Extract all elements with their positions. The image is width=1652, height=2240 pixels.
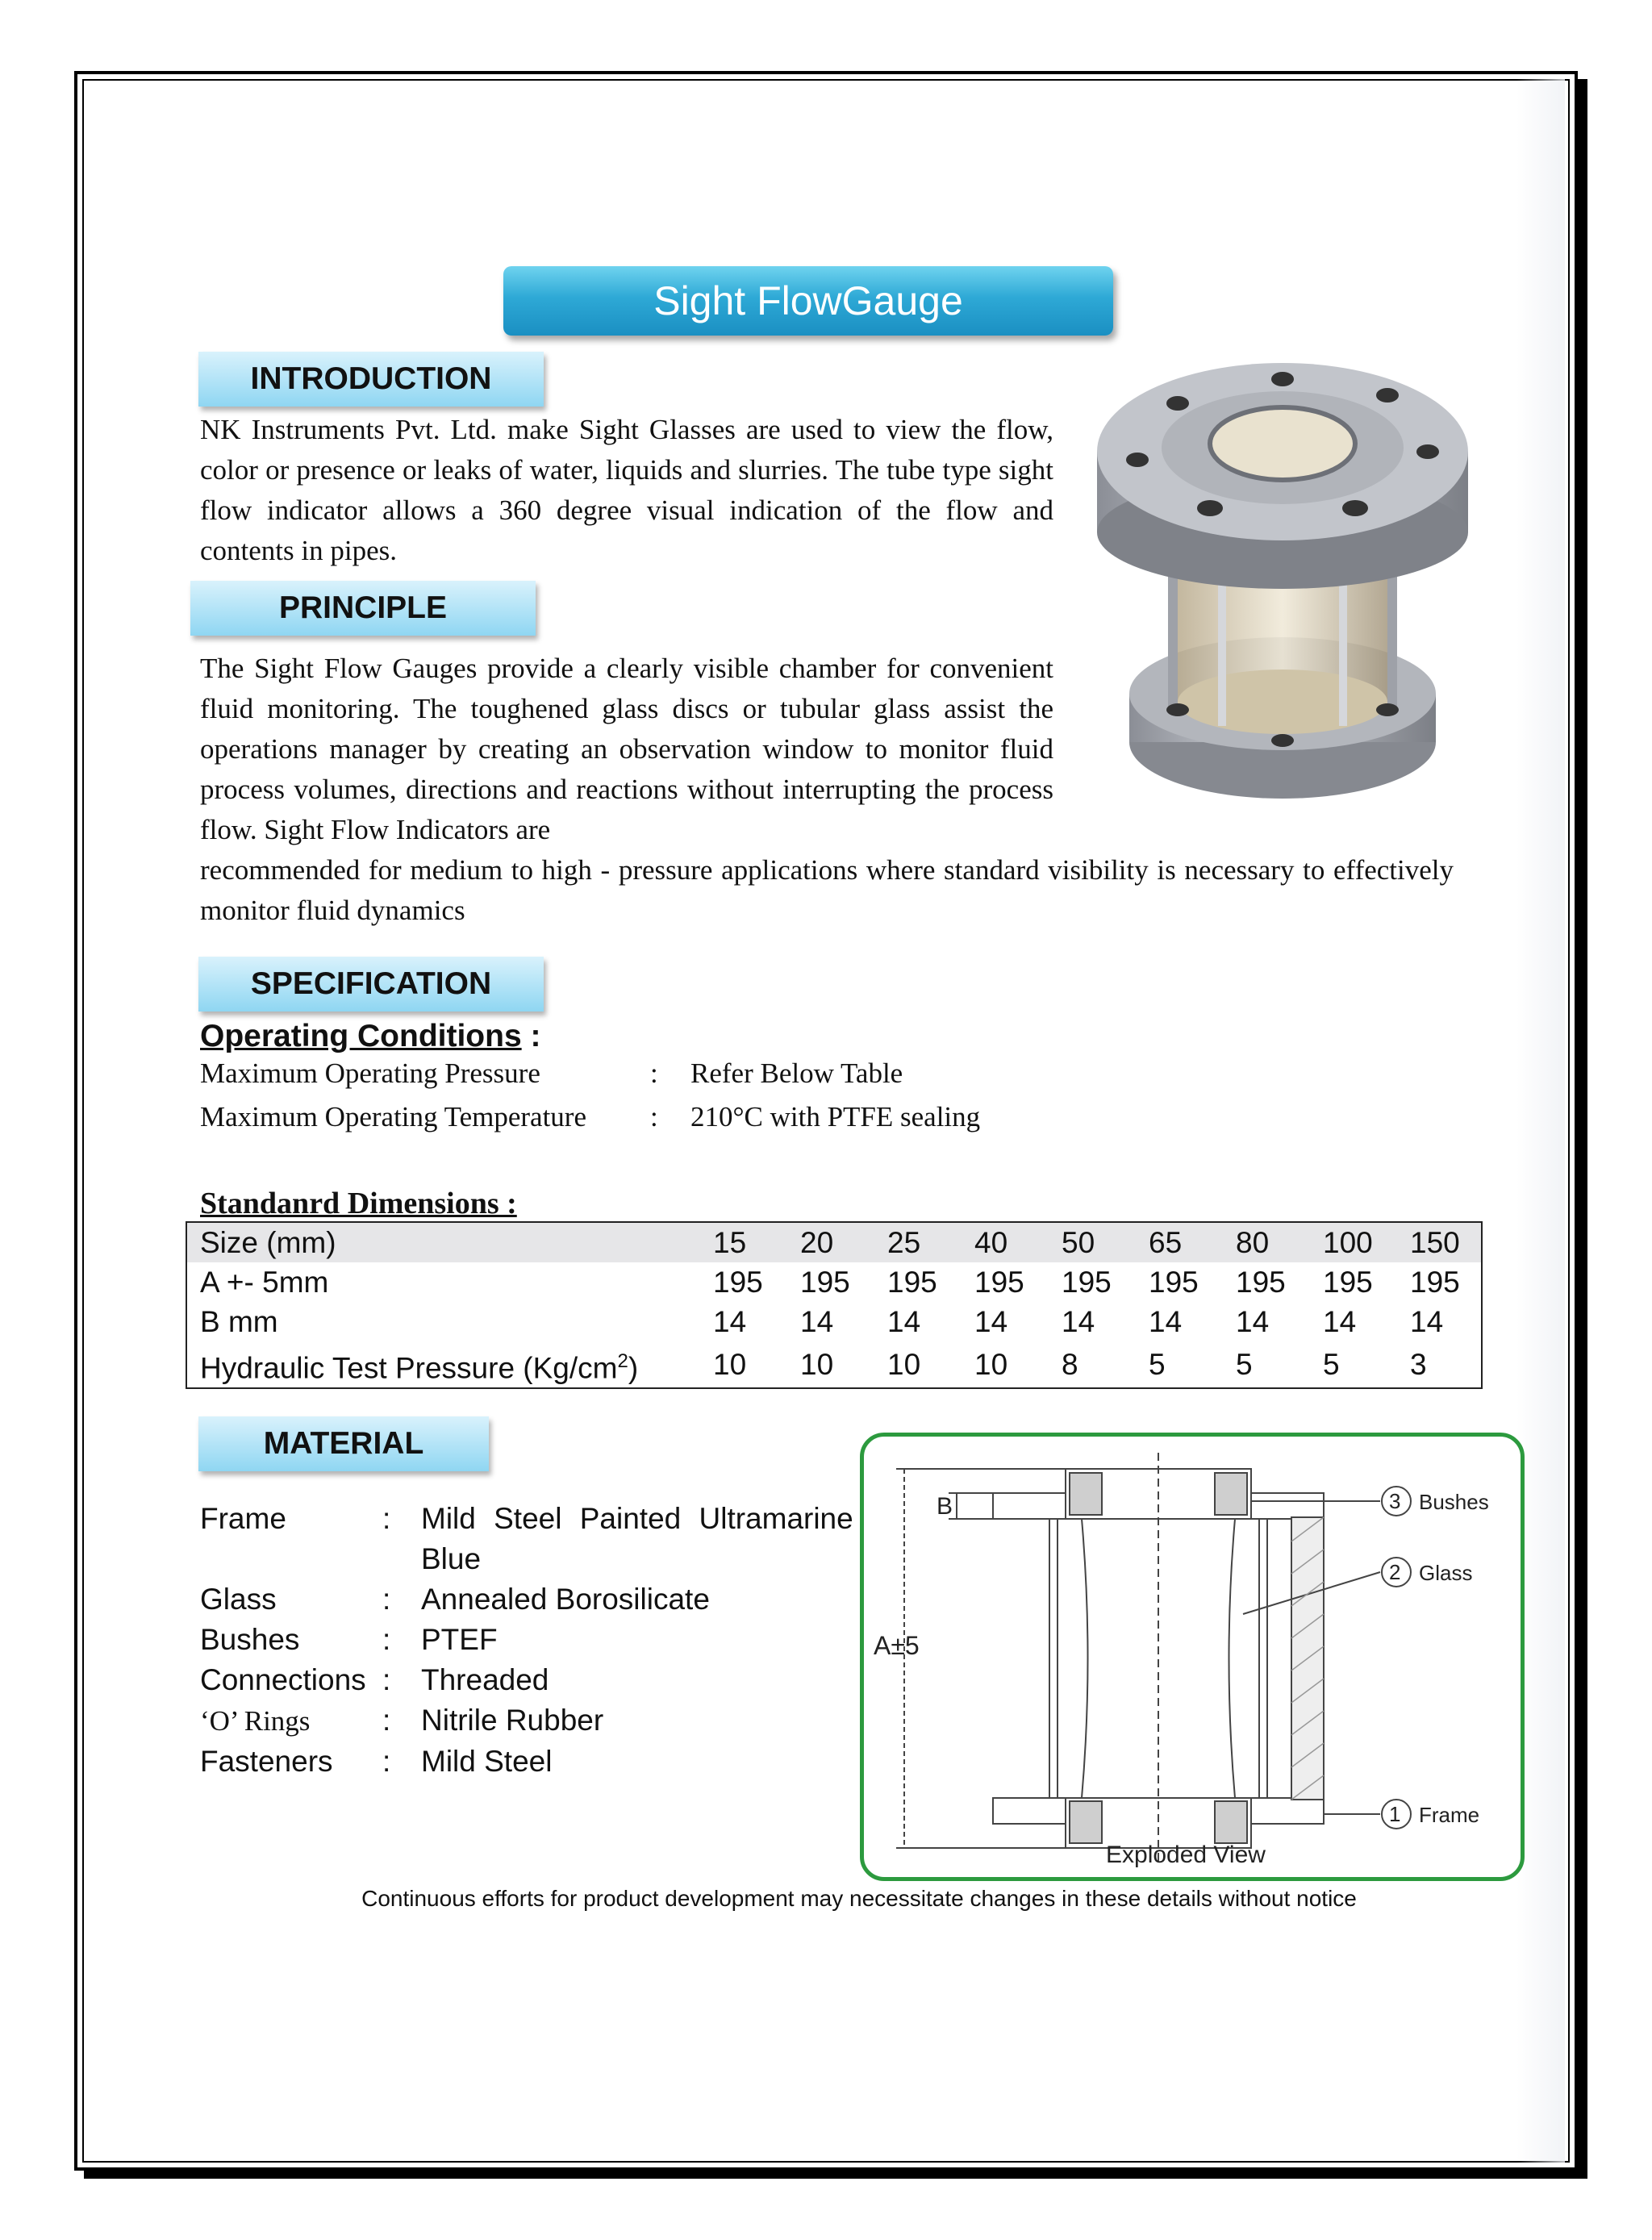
table-cell: 14 (1062, 1305, 1095, 1338)
table-cell: 5 (1323, 1348, 1340, 1382)
table-row (187, 1302, 1481, 1341)
callout-number-3: 3 (1389, 1489, 1401, 1513)
dimensions-title: Standanrd Dimensions : (200, 1187, 517, 1220)
table-cell: 195 (1236, 1266, 1286, 1299)
spec-row-temperature (200, 1097, 980, 1137)
dimensions-table (186, 1221, 1483, 1389)
material-item-glass (200, 1579, 861, 1620)
principle-text-full: recommended for medium to high - pressure applications where standard visibility is necessary to effectively monitor fluid dynamics (200, 854, 1454, 926)
table-cell: 195 (713, 1266, 763, 1299)
table-cell: 10 (713, 1348, 747, 1382)
exploded-view-drawing (864, 1437, 1521, 1877)
material-item-frame (200, 1499, 861, 1539)
material-sep: : (382, 1745, 391, 1778)
material-item-connections (200, 1660, 861, 1700)
callout-number-2: 2 (1389, 1560, 1401, 1584)
material-value: Mild Steel Painted Ultramarine (421, 1502, 853, 1535)
spec-label: Maximum Operating Temperature (200, 1101, 586, 1133)
table-cell: 195 (974, 1266, 1024, 1299)
table-row (187, 1262, 1481, 1302)
principle-heading: PRINCIPLE (190, 581, 536, 636)
table-cell: 14 (1149, 1305, 1183, 1338)
spec-sep: : (650, 1057, 658, 1089)
operating-conditions-colon: : (521, 1019, 541, 1053)
table-cell: 14 (800, 1305, 834, 1338)
callout-label-frame: Frame (1419, 1803, 1480, 1827)
table-cell: 195 (1410, 1266, 1460, 1299)
table-cell: 80 (1236, 1226, 1270, 1259)
table-cell: 14 (1236, 1305, 1270, 1338)
callout-number-1: 1 (1389, 1802, 1401, 1826)
material-sep: : (382, 1704, 391, 1737)
operating-conditions-title (200, 1016, 540, 1057)
table-cell: 14 (887, 1305, 921, 1338)
spec-value: 210°C with PTFE sealing (690, 1101, 981, 1133)
footnote: Continuous efforts for product development may necessitate changes in these details without notice (361, 1886, 1357, 1911)
material-heading: MATERIAL (198, 1416, 489, 1471)
table-cell: 10 (800, 1348, 834, 1382)
spec-label: Maximum Operating Pressure (200, 1057, 540, 1089)
table-cell-label: Size (mm) (200, 1226, 336, 1259)
diagram-caption: Exploded View (1106, 1842, 1266, 1868)
material-value: Mild Steel (421, 1745, 553, 1778)
table-cell: 14 (974, 1305, 1008, 1338)
table-cell: 3 (1410, 1348, 1427, 1382)
callout-label-bushes: Bushes (1419, 1490, 1489, 1514)
spec-value: Refer Below Table (690, 1057, 903, 1089)
introduction-heading: INTRODUCTION (198, 352, 544, 407)
sight-flow-gauge-photo (1081, 355, 1484, 839)
table-cell: 25 (887, 1226, 921, 1259)
table-cell: 50 (1062, 1226, 1095, 1259)
operating-conditions-label: Operating Conditions (200, 1019, 522, 1053)
callout-label-glass: Glass (1419, 1561, 1473, 1585)
table-cell: 5 (1236, 1348, 1253, 1382)
material-list (200, 1499, 861, 1782)
page-title: Sight FlowGauge (503, 266, 1113, 336)
material-value: Threaded (421, 1663, 549, 1696)
table-cell: 100 (1323, 1226, 1373, 1259)
material-sep: : (382, 1583, 391, 1616)
table-cell-label (187, 1341, 713, 1387)
material-sep: : (382, 1623, 391, 1656)
material-label: Fasteners (200, 1745, 333, 1778)
table-cell: 5 (1149, 1348, 1166, 1382)
table-cell: 20 (800, 1226, 834, 1259)
material-label: Glass (200, 1583, 277, 1616)
dimension-label-a: A±5 (874, 1631, 920, 1660)
table-cell-label-end: ) (628, 1351, 639, 1385)
table-cell: 14 (713, 1305, 747, 1338)
material-value: Annealed Borosilicate (421, 1583, 710, 1616)
material-item-fasteners (200, 1742, 861, 1782)
table-cell: 14 (1323, 1305, 1357, 1338)
table-row (187, 1223, 1481, 1262)
spec-row-pressure (200, 1053, 903, 1094)
material-sep: : (382, 1502, 391, 1535)
table-cell: 10 (974, 1348, 1008, 1382)
introduction-text: NK Instruments Pvt. Ltd. make Sight Glasses are used to view the flow, color or presence or leaks of water, liquids and slurries. The tube type sight flow indicator allows a 360 degree visual indication of the flow and contents in pipes. (200, 414, 1053, 566)
material-item-o-rings (200, 1700, 861, 1742)
table-cell: 195 (800, 1266, 850, 1299)
table-cell: 8 (1062, 1348, 1078, 1382)
table-cell: 15 (713, 1226, 747, 1259)
material-label: Connections (200, 1663, 366, 1696)
material-value: Nitrile Rubber (421, 1704, 604, 1737)
table-cell: 65 (1149, 1226, 1183, 1259)
table-cell-label-text: Hydraulic Test Pressure (Kg/cm (200, 1351, 618, 1385)
material-item-frame-cont: Blue (421, 1542, 482, 1575)
table-cell-label: B mm (200, 1305, 278, 1338)
table-cell-label-sup: 2 (617, 1350, 628, 1372)
specification-heading: SPECIFICATION (198, 957, 544, 1012)
material-item-bushes (200, 1620, 861, 1660)
spec-sep: : (650, 1101, 658, 1133)
material-label: Frame (200, 1502, 286, 1535)
table-cell: 195 (1062, 1266, 1112, 1299)
material-label: ‘O’ Rings (200, 1705, 311, 1737)
principle-text-wrapped: The Sight Flow Gauges provide a clearly visible chamber for convenient fluid monitoring. The toughened glass discs or tubular glass assist the operations manager by creating an observation window to monitor fluid process volumes, directions and reactions without interrupting the process flow. Sight Flow Indicators are (200, 653, 1053, 845)
table-cell: 195 (887, 1266, 937, 1299)
material-label: Bushes (200, 1623, 300, 1656)
table-cell-label: A +- 5mm (200, 1266, 329, 1299)
table-cell: 14 (1410, 1305, 1444, 1338)
table-cell: 40 (974, 1226, 1008, 1259)
table-cell: 10 (887, 1348, 921, 1382)
table-cell: 195 (1149, 1266, 1199, 1299)
exploded-view-diagram (860, 1433, 1525, 1881)
material-sep: : (382, 1663, 391, 1696)
table-row (187, 1341, 1481, 1387)
table-cell: 150 (1410, 1226, 1460, 1259)
table-cell: 195 (1323, 1266, 1373, 1299)
material-value: PTEF (421, 1623, 498, 1656)
dimension-label-b: B (937, 1493, 953, 1520)
